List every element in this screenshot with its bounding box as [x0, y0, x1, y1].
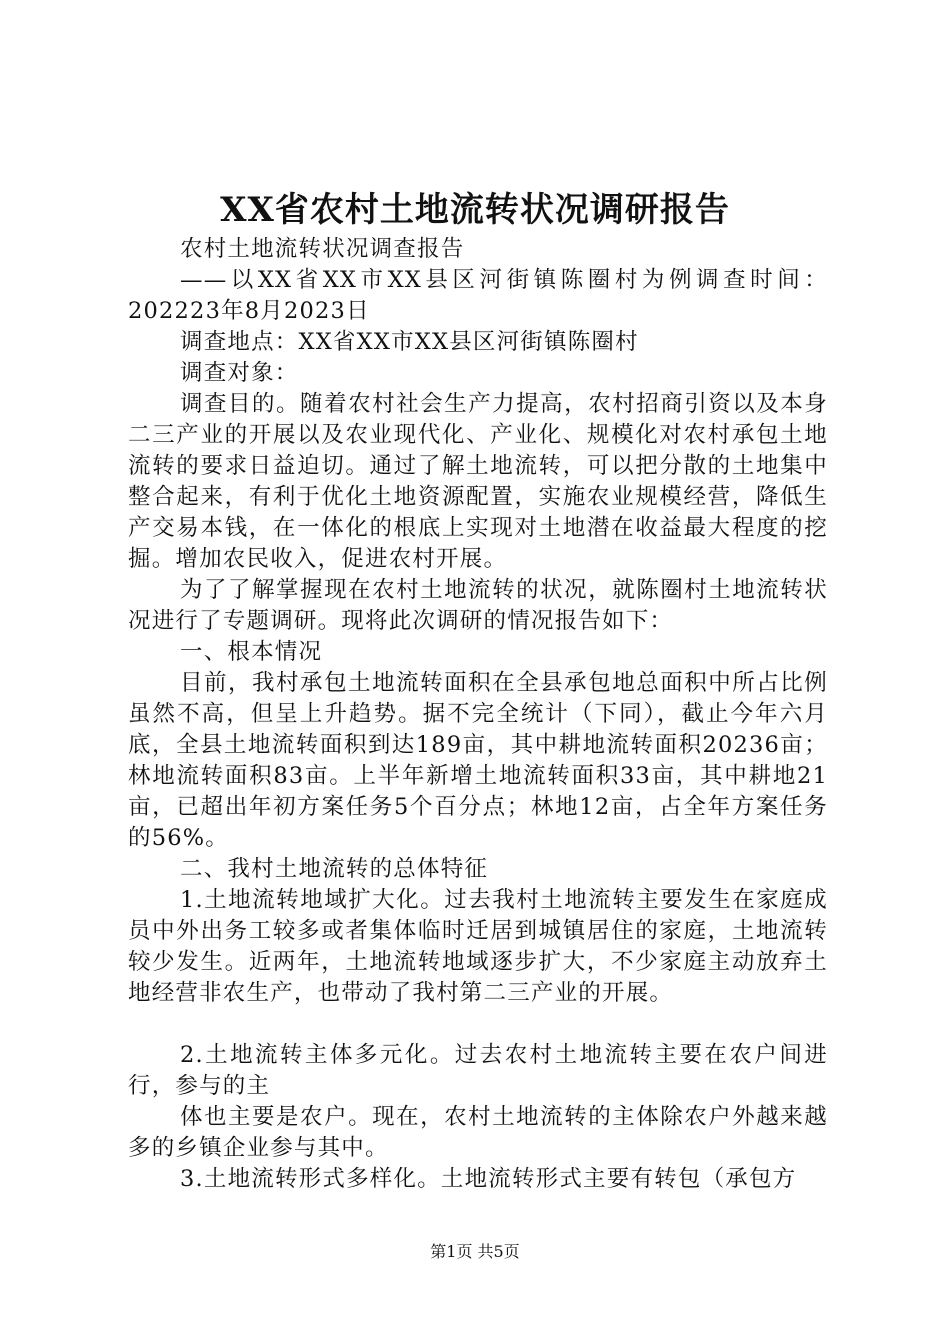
feature-paragraph-2-continued: 体也主要是农户。现在，农村土地流转的主体除农户外越来越多的乡镇企业参与其中。 — [128, 1104, 828, 1161]
paragraph-gap — [128, 1009, 828, 1040]
feature-paragraph-3: 3.土地流转形式多样化。土地流转形式主要有转包（承包方 — [180, 1166, 797, 1192]
basic-situation-paragraph: 目前，我村承包土地流转面积在全县承包地总面积中所占比例虽然不高，但呈上升趋势。据不完全统计（下同），截止今年六月底，全县土地流转面积到达189亩，其中耕地流转面积20236亩；林地流转面积83亩。上半年新增土地流转面积33亩，其中耕地21亩，已超出年初方案任务5个百分点；林地12亩，占全年方案任务的56%。 — [128, 670, 828, 851]
feature-paragraph-1: 1.土地流转地域扩大化。过去我村土地流转主要发生在家庭成员中外出务工较多或者集体临时迁居到城镇居住的家庭，土地流转较少发生。近两年，土地流转地域逐步扩大，不少家庭主动放弃土地经营非农生产，也带动了我村第二三产业的开展。 — [128, 887, 828, 1006]
survey-subject: 调查对象： — [180, 360, 299, 386]
section-heading-1: 一、根本情况 — [180, 639, 323, 665]
report-subtitle: 农村土地流转状况调查报告 — [180, 236, 465, 262]
page-footer: 第1页 共5页 — [430, 1242, 520, 1261]
document-title: XX省农村土地流转状况调研报告 — [220, 190, 730, 230]
section-heading-2: 二、我村土地流转的总体特征 — [180, 856, 489, 882]
survey-purpose: 调查目的。随着农村社会生产力提高，农村招商引资以及本身二三产业的开展以及农业现代化、产业化、规模化对农村承包土地流转的要求日益迫切。通过了解土地流转，可以把分散的土地集中整合起来，有利于优化土地资源配置，实施农业规模经营，降低生产交易本钱，在一体化的根底上实现对土地潜在收益最大程度的挖掘。增加农民收入，促进农村开展。 — [128, 391, 828, 572]
feature-paragraph-2: 2.土地流转主体多元化。过去农村土地流转主要在农户间进行，参与的主 — [128, 1042, 828, 1099]
document-body — [128, 234, 828, 1195]
report-subtitle-detail: ——以XX省XX市XX县区河街镇陈圈村为例调查时间：202223年8月2023日 — [128, 267, 828, 324]
survey-location: 调查地点：XX省XX市XX县区河街镇陈圈村 — [180, 329, 639, 355]
intro-paragraph: 为了了解掌握现在农村土地流转的状况，就陈圈村土地流转状况进行了专题调研。现将此次调研的情况报告如下： — [128, 577, 828, 634]
